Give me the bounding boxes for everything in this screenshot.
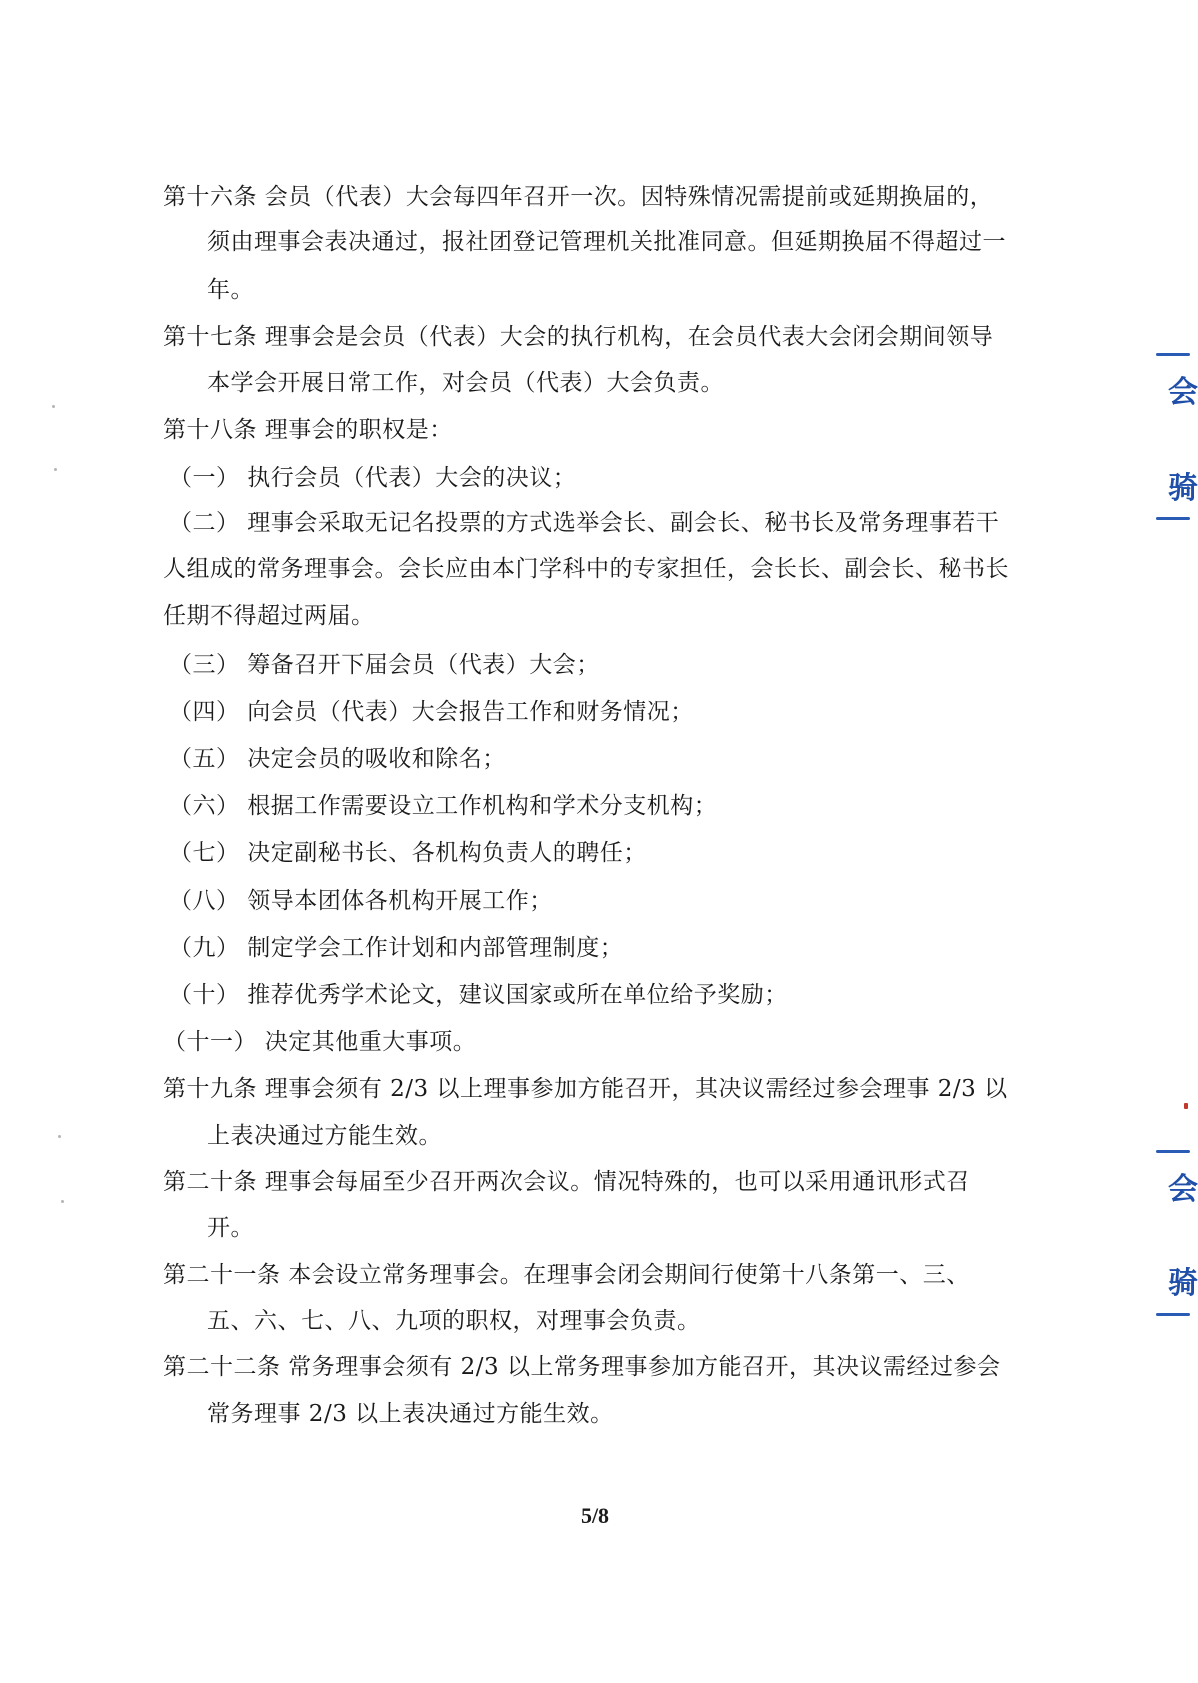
red-ink-mark — [1184, 1103, 1188, 1109]
seal-char: 骑 — [1168, 1266, 1198, 1301]
text-line: 第二十一条 本会设立常务理事会。在理事会闭会期间行使第十八条第一、三、 — [163, 1262, 970, 1288]
text-line: （六） 根据工作需要设立工作机构和学术分支机构； — [169, 793, 718, 819]
text-line: （七） 决定副秘书长、各机构负责人的聘任； — [169, 840, 647, 866]
text-line: （二） 理事会采取无记名投票的方式选举会长、副会长、秘书长及常务理事若干 — [169, 510, 1000, 536]
text-line: 任期不得超过两届。 — [163, 603, 375, 629]
text-line: （八） 领导本团体各机构开展工作； — [169, 888, 553, 914]
seal-fragment-upper — [1150, 345, 1198, 530]
text-line: 第二十二条 常务理事会须有 2/3 以上常务理事参加方能召开，其决议需经过参会 — [163, 1354, 1001, 1380]
text-line: （四） 向会员（代表）大会报告工作和财务情况； — [169, 699, 694, 725]
seal-char: 会 — [1168, 375, 1198, 410]
text-line: 第十八条 理事会的职权是： — [163, 417, 453, 443]
text-line: （一） 执行会员（代表）大会的决议； — [169, 465, 577, 491]
text-line: 须由理事会表决通过，报社团登记管理机关批准同意。但延期换届不得超过一 — [207, 229, 1006, 255]
seal-char: 会 — [1168, 1172, 1198, 1207]
text-line: 开。 — [207, 1215, 254, 1241]
text-line: （三） 筹备召开下届会员（代表）大会； — [169, 652, 600, 678]
text-line: 本学会开展日常工作，对会员（代表）大会负责。 — [207, 370, 724, 396]
text-line: 第二十条 理事会每届至少召开两次会议。情况特殊的，也可以采用通讯形式召 — [163, 1169, 970, 1195]
text-line: 第十七条 理事会是会员（代表）大会的执行机构，在会员代表大会闭会期间领导 — [163, 324, 994, 350]
seal-border-line — [1156, 517, 1190, 520]
text-line: （九） 制定学会工作计划和内部管理制度； — [169, 935, 624, 961]
seal-border-line — [1156, 353, 1190, 356]
text-line: （十） 推荐优秀学术论文，建议国家或所在单位给予奖励； — [169, 982, 788, 1008]
scan-speck — [61, 1200, 64, 1203]
text-line: 人组成的常务理事会。会长应由本门学科中的专家担任，会长长、副会长、秘书长 — [163, 556, 1009, 582]
text-line: 第十九条 理事会须有 2/3 以上理事参加方能召开，其决议需经过参会理事 2/3 以 — [163, 1076, 1008, 1102]
scan-speck — [58, 1135, 61, 1138]
text-line: 第十六条 会员（代表）大会每四年召开一次。因特殊情况需提前或延期换届的， — [163, 184, 994, 210]
seal-border-line — [1156, 1313, 1190, 1316]
seal-border-line — [1156, 1150, 1190, 1153]
text-line: 上表决通过方能生效。 — [207, 1123, 442, 1149]
text-line: （十一） 决定其他重大事项。 — [163, 1029, 477, 1055]
scan-speck — [52, 405, 55, 408]
scan-speck — [54, 468, 57, 471]
seal-char: 骑 — [1168, 471, 1198, 506]
text-line: 年。 — [207, 277, 254, 303]
text-line: 五、六、七、八、九项的职权，对理事会负责。 — [207, 1308, 701, 1334]
text-line: 常务理事 2/3 以上表决通过方能生效。 — [207, 1401, 614, 1427]
text-line: （五） 决定会员的吸收和除名； — [169, 746, 506, 772]
seal-fragment-lower — [1150, 1140, 1198, 1325]
page-number: 5/8 — [580, 1503, 610, 1528]
